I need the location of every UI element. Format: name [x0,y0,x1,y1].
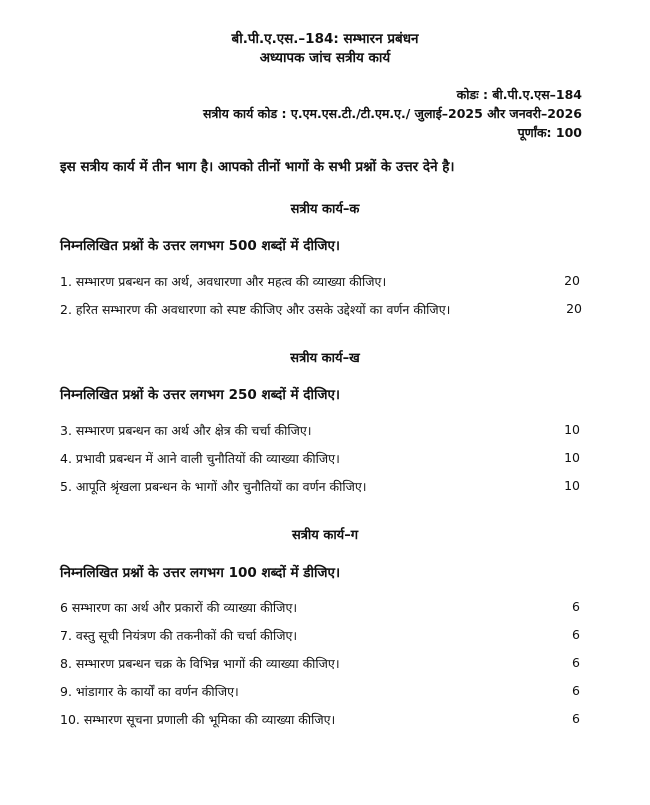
course-code: कोडः : बी.पी.ए.एस–184 [456,87,582,102]
question-marks: 10 [564,478,580,493]
question-marks: 20 [564,273,580,288]
question-item [60,450,580,467]
question-item [60,422,580,439]
section-a-heading: सत्रीय कार्य–क [290,202,360,217]
question-marks: 6 [572,599,580,614]
assignment-code: सत्रीय कार्य कोड : ए.एम.एस.टी./टी.एम.ए./ जुलाई–2025 और जनवरी–2026 [203,106,582,121]
section-b-heading: सत्रीय कार्य–ख [290,351,360,366]
question-marks: 20 [566,301,582,316]
intro-instruction: इस सत्रीय कार्य में तीन भाग है। आपको तीनों भागों के सभी प्रश्नों के उत्तर देने है। [60,159,455,175]
question-item [60,627,580,644]
question-text: 6 सम्भारण का अर्थ और प्रकारों की व्याख्या कीजिए। [60,600,298,615]
question-text: 3. सम्भारण प्रबन्धन का अर्थ और क्षेत्र की चर्चा कीजिए। [60,423,312,438]
question-text: 7. वस्तु सूची नियंत्रण की तकनीकों की चर्चा कीजिए। [60,628,298,643]
question-item [60,478,580,495]
question-marks: 6 [572,655,580,670]
question-marks: 6 [572,711,580,726]
question-item [60,655,580,672]
question-text: 1. सम्भारण प्रबन्धन का अर्थ, अवधारणा और महत्व की व्याख्या कीजिए। [60,274,387,289]
max-marks: पूर्णांक: 100 [517,125,582,140]
section-a-instruction: निम्नलिखित प्रश्नों के उत्तर लगभग 500 शब्दों में दीजिए। [60,238,341,254]
question-item [60,683,580,700]
question-item [60,599,580,616]
question-marks: 6 [572,627,580,642]
question-text: 9. भांडागार के कार्यों का वर्णन कीजिए। [60,684,239,699]
question-marks: 6 [572,683,580,698]
course-title: बी.पी.ए.एस.–184: सम्भारन प्रबंधन [231,31,419,47]
question-text: 8. सम्भारण प्रबन्धन चक्र के विभिन्न भागों की व्याख्या कीजिए। [60,656,340,671]
question-text: 2. हरित सम्भारण की अवधारणा को स्पष्ट कीजिए और उसके उद्देश्यों का वर्णन कीजिए। [60,302,451,317]
question-text: 4. प्रभावी प्रबन्धन में आने वाली चुनौतियों की व्याख्या कीजिए। [60,451,340,466]
question-text: 5. आपूति श्रृंखला प्रबन्धन के भागों और चुनौतियों का वर्णन कीजिए। [60,479,367,494]
question-item [60,273,580,290]
question-marks: 10 [564,422,580,437]
assignment-subtitle: अध्यापक जांच सत्रीय कार्य [259,50,391,66]
question-marks: 10 [564,450,580,465]
section-c-instruction: निम्नलिखित प्रश्नों के उत्तर लगभग 100 शब्दों में डीजिए। [60,565,341,581]
question-text: 10. सम्भारण सूचना प्रणाली की भूमिका की व्याख्या कीजिए। [60,712,336,727]
section-b-instruction: निम्नलिखित प्रश्नों के उत्तर लगभग 250 शब्दों में दीजिए। [60,387,341,403]
section-c-heading: सत्रीय कार्य–ग [291,528,359,543]
question-item [60,711,580,728]
question-item [60,301,582,318]
